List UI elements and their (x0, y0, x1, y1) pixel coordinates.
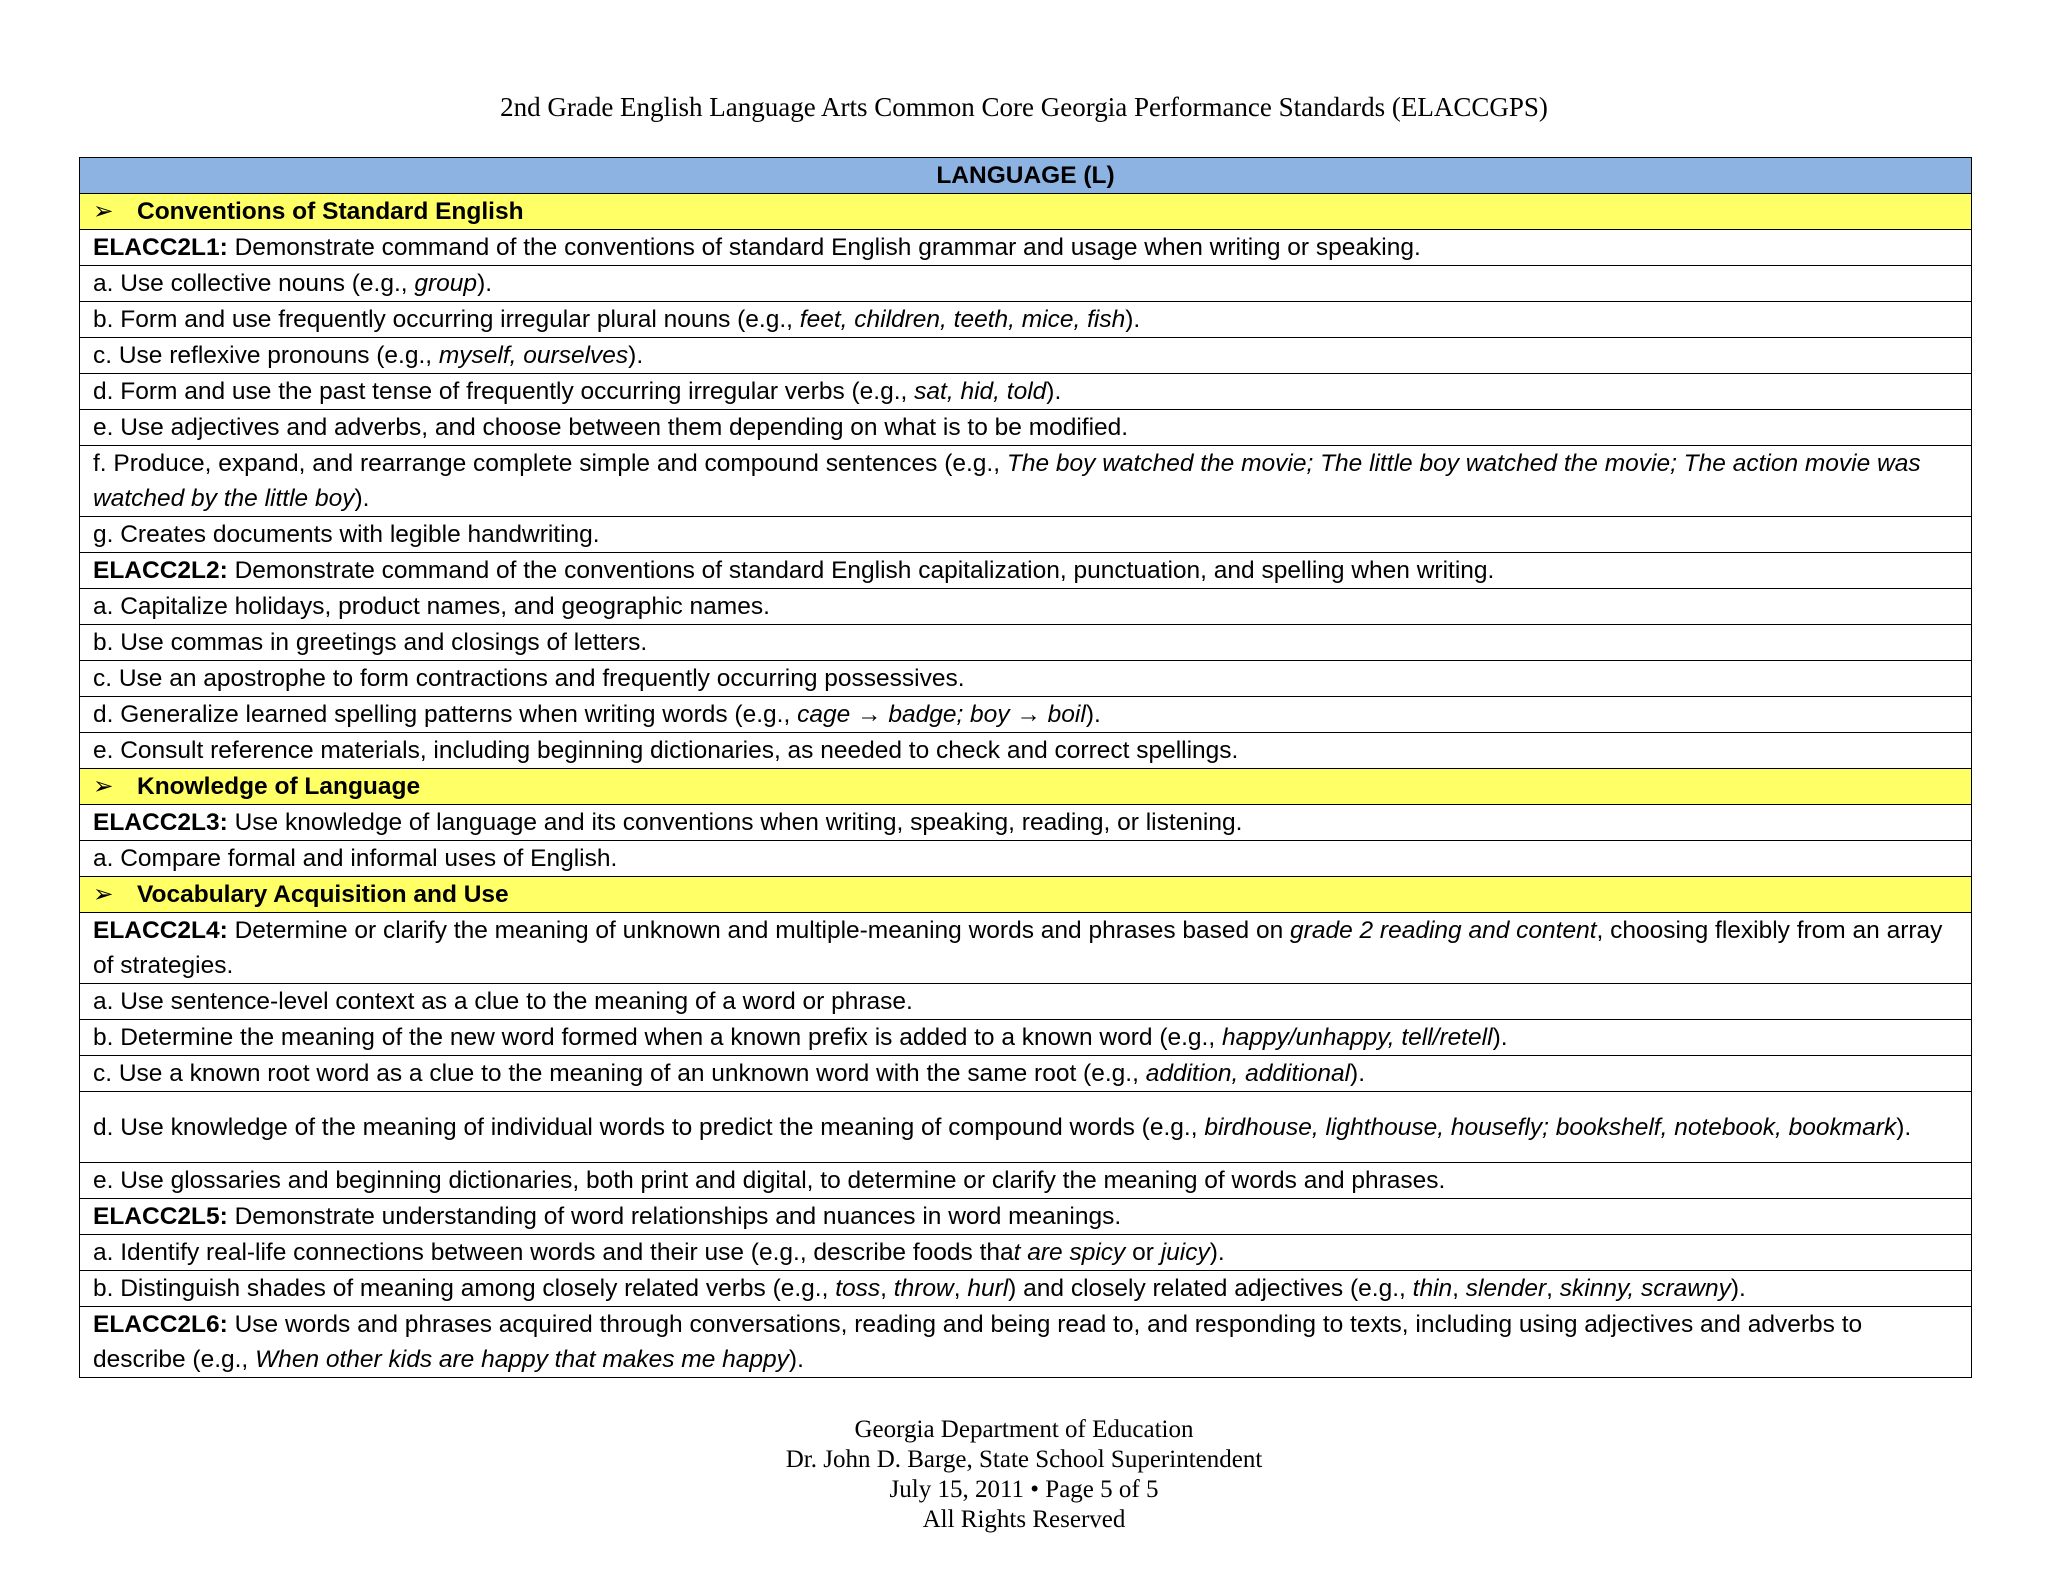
standard-code: ELACC2L1: (93, 234, 228, 261)
table-row: f. Produce, expand, and rearrange complete simple and compound sentences (e.g., The boy watched the movie; The little boy watched the movie; The action movie was watched by the little boy). (80, 446, 1972, 517)
standard-code: ELACC2L3: (93, 809, 228, 836)
table-row: a. Identify real-life connections between words and their use (e.g., describe foods that are spicy or juicy). (80, 1235, 1972, 1271)
table-row: c. Use reflexive pronouns (e.g., myself, ourselves). (80, 338, 1972, 374)
table-header: LANGUAGE (L) (80, 158, 1972, 194)
table-row: c. Use an apostrophe to form contractions and frequently occurring possessives. (80, 661, 1972, 697)
page-footer (0, 1415, 2048, 1535)
table-row: a. Compare formal and informal uses of English. (80, 841, 1972, 877)
standard-text: Use knowledge of language and its conventions when writing, speaking, reading, or listening. (234, 809, 1243, 836)
arrow-bullet-icon: ➢ (93, 773, 114, 800)
footer-rights: All Rights Reserved (922, 1506, 1126, 1533)
section-row (80, 769, 1972, 805)
table-row: g. Creates documents with legible handwriting. (80, 517, 1972, 553)
table-row: b. Determine the meaning of the new word formed when a known prefix is added to a known word (e.g., happy/unhappy, tell/retell). (80, 1020, 1972, 1056)
standard-text: Demonstrate command of the conventions of standard English grammar and usage when writing or speaking. (234, 234, 1421, 261)
table-row: ELACC2L4: Determine or clarify the meaning of unknown and multiple-meaning words and phrases based on grade 2 reading and content, choosing flexibly from an array of strategies. (80, 913, 1972, 984)
table-row: d. Generalize learned spelling patterns when writing words (e.g., cage → badge; boy → boil). (80, 697, 1972, 733)
footer-date-page: July 15, 2011 • Page 5 of 5 (889, 1476, 1159, 1503)
section-row (80, 877, 1972, 913)
standards-table (79, 157, 1972, 1378)
table-header-row (80, 158, 1972, 194)
arrow-bullet-icon: ➢ (93, 198, 114, 225)
table-row: a. Capitalize holidays, product names, and geographic names. (80, 589, 1972, 625)
standard-text: Demonstrate understanding of word relationships and nuances in word meanings. (234, 1203, 1122, 1230)
standard-text: Demonstrate command of the conventions of standard English capitalization, punctuation, and spelling when writing. (234, 557, 1495, 584)
table-row: e. Use glossaries and beginning dictionaries, both print and digital, to determine or clarify the meaning of words and phrases. (80, 1163, 1972, 1199)
table-row: a. Use sentence-level context as a clue to the meaning of a word or phrase. (80, 984, 1972, 1020)
table-row: a. Use collective nouns (e.g., group). (80, 266, 1972, 302)
bullet-icon: • (1030, 1476, 1040, 1503)
table-row: ELACC2L6: Use words and phrases acquired through conversations, reading and being read to, and responding to texts, including using adjectives and adverbs to describe (e.g., When other kids are happy that makes me happy). (80, 1307, 1972, 1378)
table-row: b. Form and use frequently occurring irregular plural nouns (e.g., feet, children, teeth, mice, fish). (80, 302, 1972, 338)
table-row: e. Consult reference materials, including beginning dictionaries, as needed to check and correct spellings. (80, 733, 1972, 769)
arrow-bullet-icon: ➢ (93, 881, 114, 908)
table-row: d. Use knowledge of the meaning of individual words to predict the meaning of compound words (e.g., birdhouse, lighthouse, housefly; bookshelf, notebook, bookmark). (80, 1092, 1972, 1163)
section-title: Conventions of Standard English (137, 198, 524, 225)
table-row: d. Form and use the past tense of frequently occurring irregular verbs (e.g., sat, hid, told). (80, 374, 1972, 410)
section-title: Knowledge of Language (137, 773, 421, 800)
standard-code: ELACC2L6: (93, 1311, 228, 1338)
table-row (80, 805, 1972, 841)
footer-superintendent: Dr. John D. Barge, State School Superintendent (785, 1446, 1263, 1473)
table-row: b. Distinguish shades of meaning among closely related verbs (e.g., toss, throw, hurl) and closely related adjectives (e.g., thin, slender, skinny, scrawny). (80, 1271, 1972, 1307)
section-title: Vocabulary Acquisition and Use (137, 881, 509, 908)
standard-code: ELACC2L5: (93, 1203, 228, 1230)
footer-organization: Georgia Department of Education (854, 1416, 1194, 1443)
standard-code: ELACC2L4: (93, 917, 228, 944)
table-row: c. Use a known root word as a clue to the meaning of an unknown word with the same root (e.g., addition, additional). (80, 1056, 1972, 1092)
document-title: 2nd Grade English Language Arts Common Core Georgia Performance Standards (ELACCGPS) (500, 92, 1548, 122)
section-row (80, 194, 1972, 230)
table-row: e. Use adjectives and adverbs, and choose between them depending on what is to be modified. (80, 410, 1972, 446)
table-row (80, 1199, 1972, 1235)
table-row (80, 230, 1972, 266)
table-row (80, 553, 1972, 589)
standard-code: ELACC2L2: (93, 557, 228, 584)
table-row: b. Use commas in greetings and closings of letters. (80, 625, 1972, 661)
